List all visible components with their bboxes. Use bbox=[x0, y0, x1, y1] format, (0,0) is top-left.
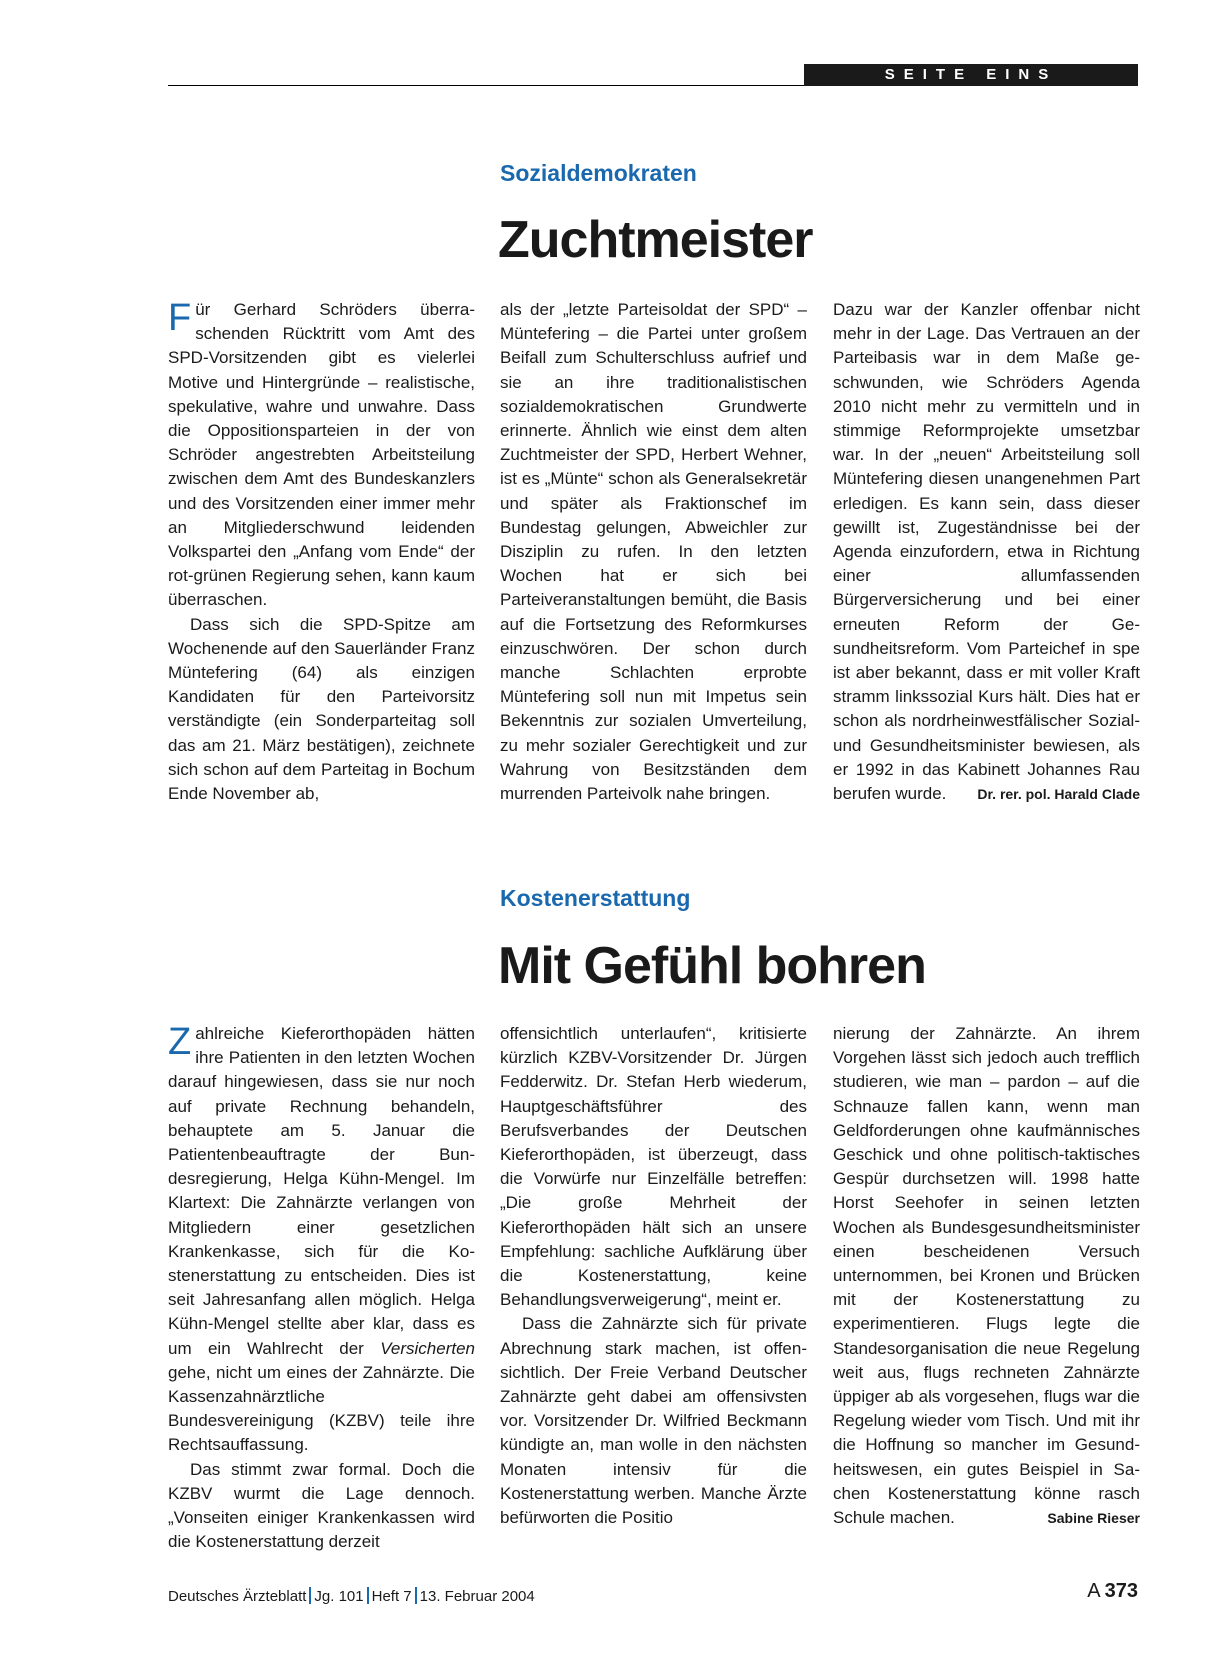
article2-col1-paragraph-1a: ahlreiche Kieferorthopäden hätten ihre Patienten in den letzten Wochen darauf hingewiesen, dass sie nur noch auf private Rechnung behandeln, behauptete am 5. Januar die Patientenbeauftragte der Bundesregierung, Helga Kühn-Mengel. Im Klartext: Die Zahnärzte verlangen von Mitgliedern einer gesetzlichen Krankenkasse, sich für die Kostenerstattung zu entscheiden. Dies ist seit Jahresanfang allen möglich. Helga Kühn-Mengel stellte aber klar, dass es um ein Wahlrecht der bbox=[168, 1024, 475, 1358]
section-label: SEITE EINS bbox=[804, 64, 1138, 86]
footer-journal: Deutsches Ärzteblatt bbox=[168, 1588, 307, 1605]
page-number bbox=[1087, 1580, 1138, 1603]
article1-column-1 bbox=[168, 298, 475, 806]
article2-col1-paragraph-2: Das stimmt zwar formal. Doch die KZBV wurmt die Lage dennoch. „Vonseiten einiger Krankenkassen wird die Kostenerstattung derzeit bbox=[168, 1459, 475, 1552]
article1-col1-paragraph-1: ür Gerhard Schröders überraschenden Rücktritt vom Amt des SPD-Vorsitzenden gibt es vielerlei Motive und Hintergründe – realistische, spekulative, wahre und unwahre. Dass die Oppositionsparteien in der von Schröder angestrebten Arbeitsteilung zwischen dem Amt des Bundeskanzlers und des Vorsitzenden einer immer mehr an Mitgliederschwund leidenden Volkspartei den „Anfang vom Ende“ der rot-grünen Regierung sehen, kann kaum überraschen. bbox=[168, 300, 475, 610]
article2-kicker: Kostenerstattung bbox=[500, 885, 691, 911]
article2-headline: Mit Gefühl bohren bbox=[498, 937, 926, 995]
article1-column-2 bbox=[500, 298, 807, 806]
article2-col2-paragraph-2: Dass die Zahnärzte sich für private Abrechnung stark machen, ist offensichtlich. Der Freie Verband Deutscher Zahnärzte geht dabei am offensivsten vor. Vorsitzender Dr. Wilfried Beckmann kündigte an, man wolle in den nächsten Monaten intensiv für die Kostenerstattung werben. Manche Ärzte befürworten die Positio bbox=[500, 1314, 807, 1528]
article1-col1-paragraph-2: Dass sich die SPD-Spitze am Wochenende auf den Sauerländer Franz Müntefering (64) als einzigen Kandidaten für den Parteivorsitz verständigte (ein Sonderparteitag soll das am 21. März bestätigen), zeichnete sich schon auf dem Parteitag in Bochum Ende November ab, bbox=[168, 614, 475, 804]
page-number-value: 373 bbox=[1104, 1580, 1138, 1602]
article2-column-2 bbox=[500, 1022, 807, 1530]
article1-headline: Zuchtmeister bbox=[498, 211, 813, 269]
article1-col3-paragraph: Dazu war der Kanzler offenbar nicht mehr in der Lage. Das Vertrauen an der Parteibasis war in dem Maße geschwunden, wie Schröders Agenda 2010 nicht mehr zu vermitteln und in stimmige Reformprojekte umsetzbar war. In der „neuen“ Arbeitsteilung soll Müntefering diesen unangenehmen Part erledigen. Es kann sein, dass dieser gewillt ist, Zugeständnisse bei der Agenda einzufordern, etwa in Richtung einer allumfassenden Bürgerversicherung und bei einer erneuten Reform der Gesundheitsreform. Vom Parteichef in spe ist aber bekannt, dass er mit voller Kraft stramm linkssozial Kurs hält. Dies hat er schon als nordrheinwestfälischer Sozial- und Gesundheitsminister bewiesen, als er 1992 in das Kabinett Johannes Rau berufen wurde. bbox=[833, 300, 1140, 804]
footer-citation bbox=[168, 1587, 535, 1605]
footer-divider bbox=[367, 1587, 369, 1604]
footer-date: 13. Februar 2004 bbox=[419, 1588, 535, 1605]
footer-issue: Heft 7 bbox=[371, 1588, 412, 1605]
page-prefix: A bbox=[1087, 1580, 1101, 1602]
article2-author: Sabine Rieser bbox=[1047, 1510, 1140, 1527]
article1-column-3 bbox=[833, 298, 1140, 806]
article1-dropcap: F bbox=[168, 297, 192, 339]
article1-kicker: Sozialdemokraten bbox=[500, 160, 697, 186]
footer-volume: Jg. 101 bbox=[314, 1588, 364, 1605]
article2-col2-paragraph-1: offensichtlich unterlaufen“, kritisierte kürzlich KZBV-Vorsitzender Dr. Jürgen Fedderwitz. Dr. Stefan Herb wiederum, Hauptgeschäftsführer des Berufsverbandes der Deutschen Kieferorthopäden, ist überzeugt, dass die Vorwürfe nur Einzelfälle betreffen: „Die große Mehrheit der Kieferorthopäden hält sich an unsere Empfehlung: sachliche Aufklärung über die Kostenerstattung, keine Behandlungsverweigerung“, meint er. bbox=[500, 1024, 807, 1310]
article2-dropcap: Z bbox=[168, 1021, 192, 1063]
article1-author: Dr. rer. pol. Harald Clade bbox=[977, 786, 1140, 803]
article1-col2-paragraph: als der „letzte Parteisoldat der SPD“ – Müntefering – die Partei unter großem Beifall zum Schulterschluss aufrief und sie an ihre traditionalistischen sozialdemokratischen Grundwerte erinnerte. Ähnlich wie einst dem alten Zuchtmeister der SPD, Herbert Wehner, ist es „Münte“ schon als Generalsekretär und später als Fraktionschef im Bundestag gelungen, Abweichler zur Disziplin zu rufen. In den letzten Wochen hat er sich bei Parteiveranstaltungen bemüht, die Basis auf die Fortsetzung des Reformkurses einzuschwören. Der schon durch manche Schlachten erprobte Müntefering soll nun mit Impetus sein Bekenntnis zur sozialen Umverteilung, zu mehr sozialer Gerechtigkeit und zur Wahrung von Besitzständen dem murrenden Parteivolk nahe bringen. bbox=[500, 300, 807, 804]
article2-col3-paragraph: nierung der Zahnärzte. An ihrem Vorgehen lässt sich jedoch auch trefflich studieren, wie man – pardon – auf die Schnauze fallen kann, wenn man Geldforderungen ohne kaufmännisches Geschick und ohne politisch-taktisches Gespür durchsetzen will. 1998 hatte Horst Seehofer in seinen letzten Wochen als Bundesgesundheitsminister einen bescheidenen Versuch unternommen, bei Kronen und Brücken mit der Kostenerstattung zu experimentieren. Flugs legte die Standesorganisation die neue Regelung weit aus, flugs rechneten Zahnärzte üppiger ab als vorgesehen, flugs war die Regelung wieder vom Tisch. Und mit ihr die Hoffnung so mancher im Gesundheitswesen, ein gutes Beispiel in Sachen Kostenerstattung könne rasch Schule machen. bbox=[833, 1024, 1140, 1528]
footer-divider bbox=[415, 1587, 417, 1604]
article2-col1-paragraph-1b: gehe, nicht um eines der Zahnärzte. Die Kassenzahnärztliche Bundesvereinigung (KZBV) teile ihre Rechtsauffassung. bbox=[168, 1362, 475, 1455]
footer-divider bbox=[309, 1587, 311, 1604]
article2-column-3 bbox=[833, 1022, 1140, 1530]
article2-column-1 bbox=[168, 1022, 475, 1554]
article2-col1-emphasis: Versicherten bbox=[380, 1338, 475, 1358]
